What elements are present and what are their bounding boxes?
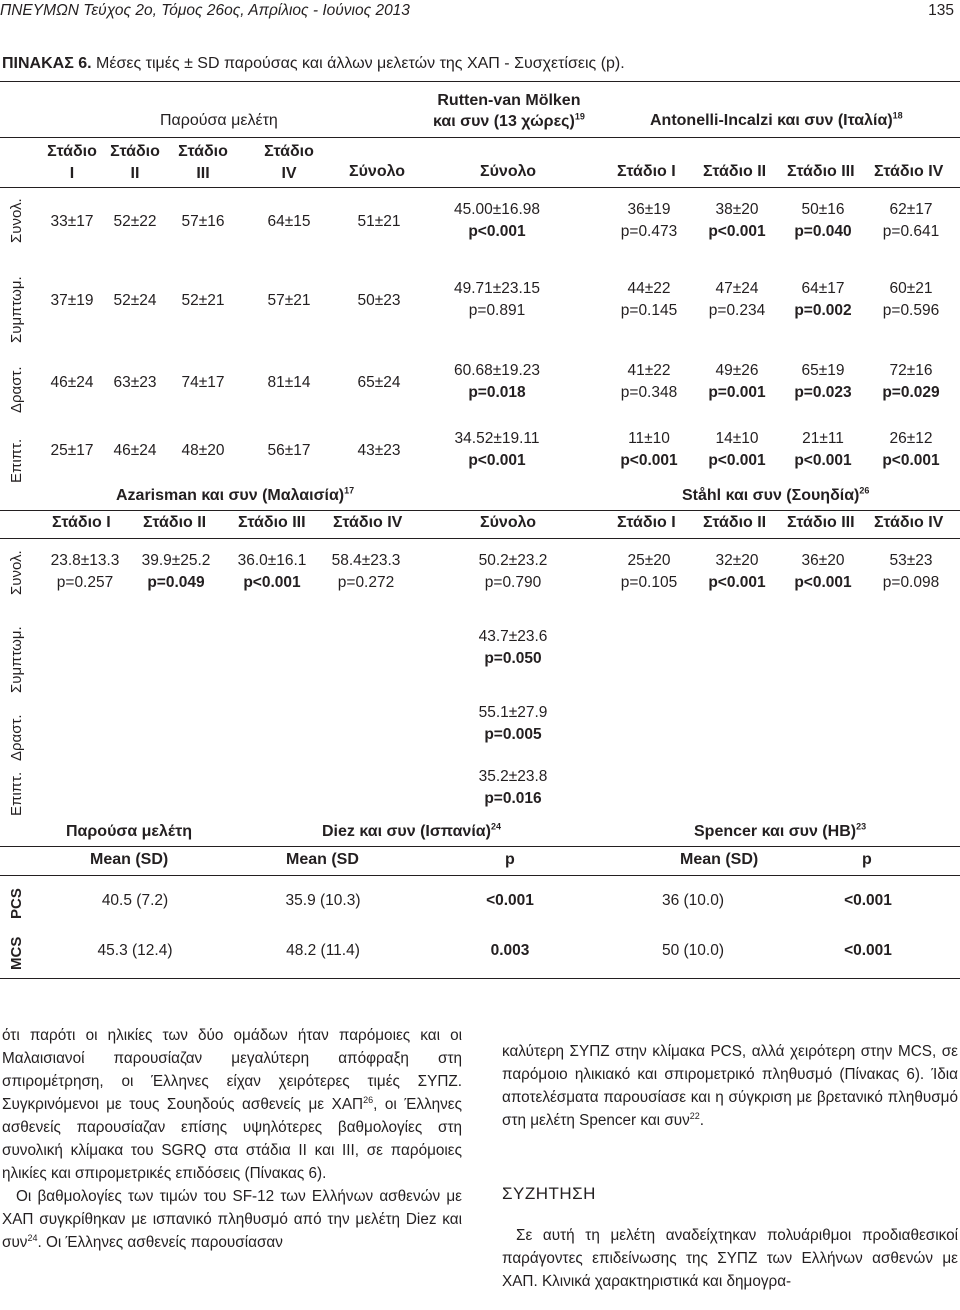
cell xyxy=(136,550,216,594)
cell: 51±21 xyxy=(357,213,401,230)
cell xyxy=(612,428,686,472)
cell: <0.001 xyxy=(844,942,892,959)
cell-value: 38±20 xyxy=(715,201,759,218)
cell-value: 32±20 xyxy=(715,552,759,569)
cell xyxy=(786,360,860,404)
cell-p: p<0.001 xyxy=(620,452,678,469)
cell: 52±21 xyxy=(181,292,225,309)
citation: 22 xyxy=(689,1110,700,1121)
cell-value: 47±24 xyxy=(715,280,759,297)
header-diez xyxy=(322,823,501,841)
table-caption-label: ΠΙΝΑΚΑΣ 6. xyxy=(2,55,92,72)
cell-p: p=0.002 xyxy=(794,302,852,319)
cell-value: 58.4±23.3 xyxy=(331,552,401,569)
text-run: , οι Έλληνες ασθενείς παρουσίαζαν επίσης υψηλότερες βαθμολογίες στη συνολική κλίμακα του SGRQ στα στάδια ΙΙ και ΙΙΙ, σε παρόμοιες ηλικίες και σπιρομετρικές επιδόσεις (Πίνακας 6). xyxy=(2,1096,463,1182)
header-stahl-stage-4: Στάδιο ΙV xyxy=(874,514,944,531)
cell-p: p<0.001 xyxy=(468,223,526,240)
cell-value: 53±23 xyxy=(889,552,933,569)
header-rutten xyxy=(433,90,585,132)
cell xyxy=(442,360,552,404)
cell-p: p=0.473 xyxy=(620,223,678,240)
header-rule-6 xyxy=(0,875,960,876)
cell: 46±24 xyxy=(113,442,157,459)
section-label-total: Συνολ. xyxy=(8,198,25,243)
header-rutten-total: Σύνολο xyxy=(480,163,537,180)
cell-value: 65±19 xyxy=(801,362,845,379)
header-antonelli-text: Antonelli-Incalzi και συν (Ιταλία) xyxy=(650,112,893,129)
cell xyxy=(700,550,774,594)
cell xyxy=(874,278,948,322)
cell: 48.2 (11.4) xyxy=(286,942,360,959)
header-azarisman xyxy=(116,487,354,505)
cell-value: 14±10 xyxy=(715,430,759,447)
cell xyxy=(458,550,568,594)
cell-value: 41±22 xyxy=(627,362,671,379)
cell-value: 64±17 xyxy=(801,280,845,297)
cell: 33±17 xyxy=(50,213,94,230)
cell: 74±17 xyxy=(181,374,225,391)
header-antonelli-stage-4: Στάδιο ΙV xyxy=(874,163,944,180)
cell-p: p<0.001 xyxy=(882,452,940,469)
header-stage-4 xyxy=(256,141,322,185)
cell-p: p<0.001 xyxy=(243,574,301,591)
cell xyxy=(612,550,686,594)
cell-value: 49.71±23.15 xyxy=(453,280,541,297)
cell-value: 44±22 xyxy=(627,280,671,297)
cell: 56±17 xyxy=(267,442,311,459)
header-diez-mean: Mean (SD xyxy=(286,851,359,868)
header-stage-1 xyxy=(42,141,102,185)
cell: 57±16 xyxy=(181,213,225,230)
header-rule-1 xyxy=(0,137,960,138)
header-stahl-stage-3: Στάδιο ΙΙΙ xyxy=(787,514,855,531)
cell-p: p<0.001 xyxy=(708,452,766,469)
cell-value: 50.2±23.2 xyxy=(478,552,548,569)
cell-value: 35.2±23.8 xyxy=(478,768,548,785)
header-stage-3 xyxy=(172,141,234,185)
cell: 45.3 (12.4) xyxy=(97,942,173,959)
cell xyxy=(786,428,860,472)
cell xyxy=(700,199,774,243)
cell xyxy=(458,702,568,746)
header-rutten-line1: Rutten-van Mölken xyxy=(437,92,581,109)
header-rule-3 xyxy=(0,510,960,511)
cell: 46±24 xyxy=(50,374,94,391)
header-stage-3-num: ΙΙΙ xyxy=(196,165,210,182)
cell-value: 39.9±25.2 xyxy=(141,552,211,569)
header-stahl-stage-2: Στάδιο ΙΙ xyxy=(703,514,767,531)
cell: 43±23 xyxy=(357,442,401,459)
cell-p: p=0.023 xyxy=(794,384,852,401)
citation: 26 xyxy=(363,1094,374,1105)
cell xyxy=(612,199,686,243)
cell-value: 23.8±13.3 xyxy=(50,552,120,569)
cell: 50 (10.0) xyxy=(661,942,725,959)
header-rutten-line2 xyxy=(433,111,585,132)
cell-p: p=0.018 xyxy=(468,384,526,401)
section-label-activity: Δραστ. xyxy=(8,366,25,413)
header-antonelli-ref: 18 xyxy=(892,110,903,121)
cell xyxy=(442,278,552,322)
cell: <0.001 xyxy=(844,892,892,909)
cell xyxy=(700,278,774,322)
header-block2-total: Σύνολο xyxy=(480,514,537,531)
cell xyxy=(458,766,568,810)
cell xyxy=(612,278,686,322)
cell xyxy=(700,360,774,404)
cell-p: p=0.016 xyxy=(484,790,542,807)
cell xyxy=(442,199,552,243)
header-diez-ref: 24 xyxy=(490,821,501,832)
section-label-symptoms-2: Συμπτωμ. xyxy=(8,626,25,693)
cell-value: 34.52±19.11 xyxy=(454,430,540,447)
header-spencer-text: Spencer και συν (ΗΒ) xyxy=(694,823,857,840)
cell xyxy=(786,278,860,322)
header-diez-text: Diez και συν (Ισπανία) xyxy=(322,823,491,840)
header-spencer-p: p xyxy=(862,851,872,868)
cell-value: 45.00±16.98 xyxy=(453,201,541,218)
cell-p: p=0.005 xyxy=(484,726,542,743)
cell-p: p=0.641 xyxy=(882,223,940,240)
cell: 48±20 xyxy=(181,442,225,459)
header-stage-2-num: ΙΙ xyxy=(130,165,140,182)
header-antonelli-stage-1: Στάδιο Ι xyxy=(617,163,676,180)
cell-p: p=0.001 xyxy=(708,384,766,401)
citation: 24 xyxy=(27,1232,38,1243)
header-azarisman-stage-2: Στάδιο ΙΙ xyxy=(143,514,207,531)
cell-p: p=0.596 xyxy=(882,302,940,319)
cell: 50±23 xyxy=(357,292,401,309)
header-stage-2-word: Στάδιο xyxy=(110,143,160,160)
cell: 25±17 xyxy=(50,442,94,459)
cell xyxy=(874,550,948,594)
cell-p: p<0.001 xyxy=(794,574,852,591)
cell-value: 60.68±19.23 xyxy=(453,362,541,379)
cell-value: 11±10 xyxy=(628,430,670,447)
cell-p: p=0.790 xyxy=(484,574,542,591)
cell-p: p=0.105 xyxy=(620,574,678,591)
cell: 65±24 xyxy=(357,374,401,391)
section-label-impact-2: Επιπτ. xyxy=(8,771,25,816)
cell-p: p=0.272 xyxy=(337,574,395,591)
header-azarisman-ref: 17 xyxy=(344,485,355,496)
header-present-total: Σύνολο xyxy=(349,163,406,180)
section-label-impact: Επιπτ. xyxy=(8,438,25,483)
cell-p: p=0.098 xyxy=(882,574,940,591)
cell-value: 25±20 xyxy=(627,552,671,569)
cell-value: 50±16 xyxy=(801,201,845,218)
header-antonelli-stage-3: Στάδιο ΙΙΙ xyxy=(787,163,855,180)
header-stahl xyxy=(682,487,869,505)
header-spencer-mean: Mean (SD) xyxy=(680,851,759,868)
header-stage-4-word: Στάδιο xyxy=(264,143,314,160)
cell-value: 55.1±27.9 xyxy=(478,704,548,721)
cell-p: p=0.234 xyxy=(708,302,766,319)
cell: 81±14 xyxy=(267,374,311,391)
cell-p: p=0.049 xyxy=(147,574,205,591)
section-label-symptoms: Συμπτωμ. xyxy=(8,276,25,343)
cell: 37±19 xyxy=(50,292,94,309)
header-rutten-line2-text: και συν (13 χώρες) xyxy=(433,113,575,130)
cell xyxy=(232,550,312,594)
text-run: ότι παρότι οι ηλικίες των δύο ομάδων ήταν παρόμοιες και οι Μαλαισιανοί παρουσίαζαν μεγαλύτερη απόφραξη στη σπιρομέτρηση, οι Έλληνες είχαν χειρότερες τιμές ΣΥΠΖ. Συγκρινόμενοι με τους Σουηδούς ασθενείς με ΧΑΠ xyxy=(2,1027,462,1113)
paragraph xyxy=(2,1024,462,1185)
cell xyxy=(48,550,122,594)
cell-value: 26±12 xyxy=(889,430,933,447)
header-stahl-stage-1: Στάδιο Ι xyxy=(617,514,676,531)
header-stahl-ref: 26 xyxy=(859,485,870,496)
header-present-mean: Mean (SD) xyxy=(90,851,169,868)
header-antonelli xyxy=(650,112,903,130)
cell xyxy=(700,428,774,472)
cell-p: p=0.891 xyxy=(468,302,526,319)
paragraph: Σε αυτή τη μελέτη αναδείχτηκαν πολυάριθμοι προδιαθεσικοί παράγοντες επιδείνωσης της ΣΥΠΖ των Ελλήνων ασθενών με ΧΑΠ. Κλινικά χαρακτηριστικά και δημογρα- xyxy=(502,1227,958,1290)
section-heading: ΣΥΖΗΤΗΣΗ xyxy=(502,1184,596,1203)
cell-value: 62±17 xyxy=(889,201,933,218)
cell-p: p=0.145 xyxy=(620,302,678,319)
header-rule-4 xyxy=(0,538,960,539)
header-stage-2 xyxy=(104,141,166,185)
section-label-total-2: Συνολ. xyxy=(8,550,25,595)
cell-value: 43.7±23.6 xyxy=(478,628,548,645)
header-spencer xyxy=(694,823,866,841)
header-azarisman-stage-3: Στάδιο ΙΙΙ xyxy=(238,514,306,531)
text-run: . xyxy=(699,1112,705,1129)
header-present-study-2: Παρούσα μελέτη xyxy=(66,823,193,840)
cell xyxy=(326,550,406,594)
cell xyxy=(786,550,860,594)
cell-value: 49±26 xyxy=(715,362,759,379)
cell-p: p<0.001 xyxy=(794,452,852,469)
body-column-left xyxy=(2,1024,462,1254)
header-present-study: Παρούσα μελέτη xyxy=(160,112,278,129)
text-run: καλύτερη ΣΥΠΖ στην κλίμακα PCS, αλλά χειρότερη στην MCS, σε παρόμοιο ηλικιακό και σπιρομετρικό πληθυσμό (Πίνακας 6). Ίδια αποτελέσματα παρουσίασε και η σύγκριση με βρετανικό πληθυσμό στη μελέτη Spencer και συν xyxy=(502,1043,958,1129)
cell: 0.003 xyxy=(490,942,530,959)
text-run: Οι βαθμολογίες των τιμών του SF-12 των Ελλήνων ασθενών με ΧΑΠ συγκρίθηκαν με ισπανικό πληθυσμό από την μελέτη Diez και συν xyxy=(2,1188,462,1251)
header-stage-4-num: ΙV xyxy=(281,165,297,182)
body-column-right xyxy=(502,1040,958,1132)
cell xyxy=(442,428,552,472)
cell-p: p=0.040 xyxy=(794,223,852,240)
page-number: 135 xyxy=(928,2,954,19)
cell-value: 72±16 xyxy=(889,362,933,379)
cell xyxy=(612,360,686,404)
header-diez-p: p xyxy=(505,851,515,868)
header-azarisman-text: Azarisman και συν (Μαλαισία) xyxy=(116,487,345,504)
cell-p: p<0.001 xyxy=(708,574,766,591)
cell-p: p=0.050 xyxy=(484,650,542,667)
row-label-mcs: MCS xyxy=(8,936,25,970)
cell: <0.001 xyxy=(486,892,534,909)
text-run: . Οι Έλληνες ασθενείς παρουσίασαν xyxy=(37,1234,283,1251)
header-rule-5 xyxy=(0,846,960,847)
cell: 52±24 xyxy=(113,292,157,309)
cell-p: p=0.257 xyxy=(56,574,114,591)
cell-value: 21±11 xyxy=(802,430,844,447)
journal-running-head: ΠΝΕΥΜΩΝ Τεύχος 2ο, Τόμος 26ος, Απρίλιος - Ιούνιος 2013 xyxy=(0,2,410,19)
cell: 40.5 (7.2) xyxy=(101,892,169,909)
header-azarisman-stage-1: Στάδιο Ι xyxy=(52,514,111,531)
cell-value: 60±21 xyxy=(889,280,933,297)
header-rutten-ref: 19 xyxy=(574,111,585,122)
row-label-pcs: PCS xyxy=(8,888,25,919)
header-stage-3-word: Στάδιο xyxy=(178,143,228,160)
paragraph xyxy=(2,1185,462,1254)
section-label-activity-2: Δραστ. xyxy=(8,714,25,761)
body-column-right-2 xyxy=(502,1224,958,1293)
cell-value: 36±19 xyxy=(627,201,671,218)
header-antonelli-stage-2: Στάδιο ΙΙ xyxy=(703,163,767,180)
cell xyxy=(786,199,860,243)
cell: 52±22 xyxy=(113,213,157,230)
cell xyxy=(874,428,948,472)
paragraph xyxy=(502,1040,958,1132)
header-stage-1-num: Ι xyxy=(69,165,75,182)
header-stahl-text: Ståhl και συν (Σουηδία) xyxy=(682,487,860,504)
header-spencer-ref: 23 xyxy=(856,821,867,832)
cell xyxy=(874,199,948,243)
cell xyxy=(874,360,948,404)
cell: 36 (10.0) xyxy=(661,892,725,909)
cell-value: 36±20 xyxy=(801,552,845,569)
cell-p: p<0.001 xyxy=(468,452,526,469)
table-bottom-rule xyxy=(0,978,960,979)
cell xyxy=(458,626,568,670)
cell: 35.9 (10.3) xyxy=(285,892,361,909)
header-stage-1-word: Στάδιο xyxy=(47,143,97,160)
table-caption xyxy=(2,55,625,73)
cell-p: p=0.348 xyxy=(620,384,678,401)
cell: 63±23 xyxy=(113,374,157,391)
header-rule-2 xyxy=(0,187,960,188)
header-azarisman-stage-4: Στάδιο ΙV xyxy=(333,514,403,531)
cell: 57±21 xyxy=(267,292,311,309)
table-top-rule xyxy=(0,81,960,82)
cell-p: p=0.029 xyxy=(882,384,940,401)
cell: 64±15 xyxy=(267,213,311,230)
table-caption-text: Μέσες τιμές ± SD παρούσας και άλλων μελετών της ΧΑΠ - Συσχετίσεις (p). xyxy=(91,55,625,72)
cell-p: p<0.001 xyxy=(708,223,766,240)
cell-value: 36.0±16.1 xyxy=(237,552,307,569)
